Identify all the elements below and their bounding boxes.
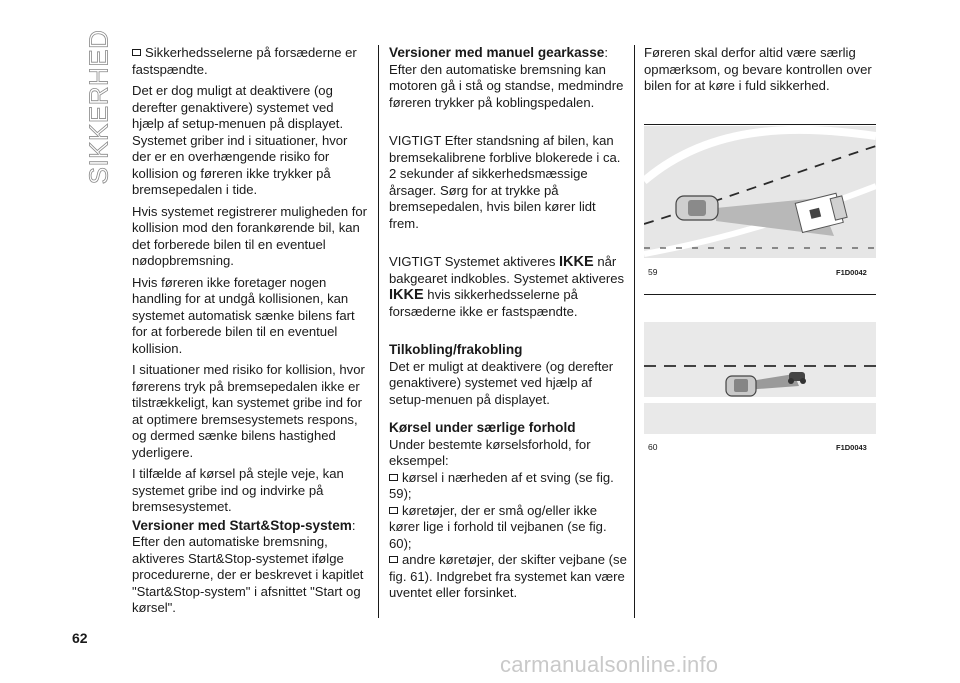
figure-top-rule bbox=[644, 124, 876, 125]
column-3 bbox=[644, 45, 880, 100]
paragraph: Under bestemte kørselsforhold, for eksempel: bbox=[389, 436, 591, 468]
figure-59-illustration bbox=[644, 126, 876, 258]
section-heading: Versioner med Start&Stop-system: bbox=[132, 517, 356, 533]
figure-bottom-rule bbox=[644, 294, 876, 295]
column-1 bbox=[132, 45, 368, 622]
checkbox-bullet-icon bbox=[389, 556, 398, 563]
figure-60-illustration bbox=[644, 322, 876, 434]
watermark: carmanualsonline.info bbox=[500, 652, 719, 677]
paragraph: I tilfælde af kørsel på stejle veje, kan systemet gribe ind og indvirke på bremsesystemet. bbox=[132, 466, 344, 514]
section-heading: Versioner med manuel gearkasse: bbox=[389, 45, 608, 60]
checkbox-bullet-icon bbox=[389, 507, 398, 514]
list-item: kørsel i nærheden af et sving (se fig. 59); bbox=[389, 469, 614, 501]
important-note: VIGTIGT Efter standsning af bilen, kan bremsekalibrene forblive blokerede i ca. 2 sekunder af sikkerhedsmæssige årsager. Sørg for at trykke på bremsepedalen, hvis bilen kører lidt frem. bbox=[389, 133, 621, 231]
paragraph: Efter den automatiske bremsning, aktiveres Start&Stop-systemet ifølge procedurerne, der er beskrevet i kapitlet "Start&Stop-system" i afsnittet "Start og kørsel". bbox=[132, 534, 364, 615]
list-item: køretøjer, der er små og/eller ikke kører lige i forhold til vejbanen (se fig. 60); bbox=[389, 502, 607, 551]
column-divider bbox=[634, 45, 635, 618]
paragraph: I situationer med risiko for kollision, hvor førerens tryk på bremsepedalen ikke er tilstrækkeligt, kan systemet gribe ind for at optimere bremsesystemets respons, og dermed sænke bilens hastighed yderligere. bbox=[132, 362, 365, 460]
paragraph: Hvis føreren ikke foretager nogen handling for at undgå kollisionen, kan systemet automatisk sænke bilens fart for at forberede bilen til en eventuel kollision. bbox=[132, 274, 355, 356]
paragraph: Det er muligt at deaktivere (og derefter genaktivere) systemet ved hjælp af setup-menuen på displayet. bbox=[389, 358, 614, 407]
figure-code: F1D0043 bbox=[836, 443, 867, 452]
checkbox-bullet-icon bbox=[389, 474, 398, 481]
figure-code: F1D0042 bbox=[836, 268, 867, 277]
column-divider bbox=[378, 45, 379, 618]
figure-number: 60 bbox=[648, 442, 658, 452]
paragraph: Føreren skal derfor altid være særlig opmærksom, og bevare kontrollen over bilen for at køre i fuld sikkerhed. bbox=[644, 45, 872, 93]
section-title: SIKKERHED bbox=[83, 29, 114, 185]
paragraph: Det er dog muligt at deaktivere (og derefter genaktivere) systemet ved hjælp af setup-menuen på displayet. Systemet griber ind i situationer, hvor der er en overhængende risiko for kollision og føreren ikke trykker på bremsepedalen i tide. bbox=[132, 83, 348, 197]
page-number: 62 bbox=[72, 630, 88, 646]
figure-number: 59 bbox=[648, 267, 658, 277]
list-item: andre køretøjer, der skifter vejbane (se fig. 61). Indgrebet fra systemet kan være uventet eller forsinket. bbox=[389, 552, 627, 600]
column-2 bbox=[389, 45, 627, 607]
section-heading: Tilkobling/frakobling bbox=[389, 342, 523, 357]
figure-60 bbox=[644, 322, 876, 434]
paragraph: Sikkerhedsselerne på forsæderne er fastspændte. bbox=[132, 45, 357, 77]
checkbox-bullet-icon bbox=[132, 49, 141, 56]
important-note: VIGTIGT Systemet aktiveres IKKE når bakgearet indkobles. Systemet aktiveres IKKE hvis sikkerhedsselerne på forsæderne ikke er fastspændte. bbox=[389, 254, 625, 319]
section-heading: Kørsel under særlige forhold bbox=[389, 420, 576, 435]
paragraph: Hvis systemet registrerer muligheden for kollision mod den forankørende bil, kan det forberede bilen til en eventuel nødopbremsning. bbox=[132, 203, 368, 268]
paragraph: Efter den automatiske bremsning kan motoren gå i stå og standse, medmindre føreren trykker på koblingspedalen. bbox=[389, 61, 624, 110]
figure-59 bbox=[644, 126, 876, 258]
